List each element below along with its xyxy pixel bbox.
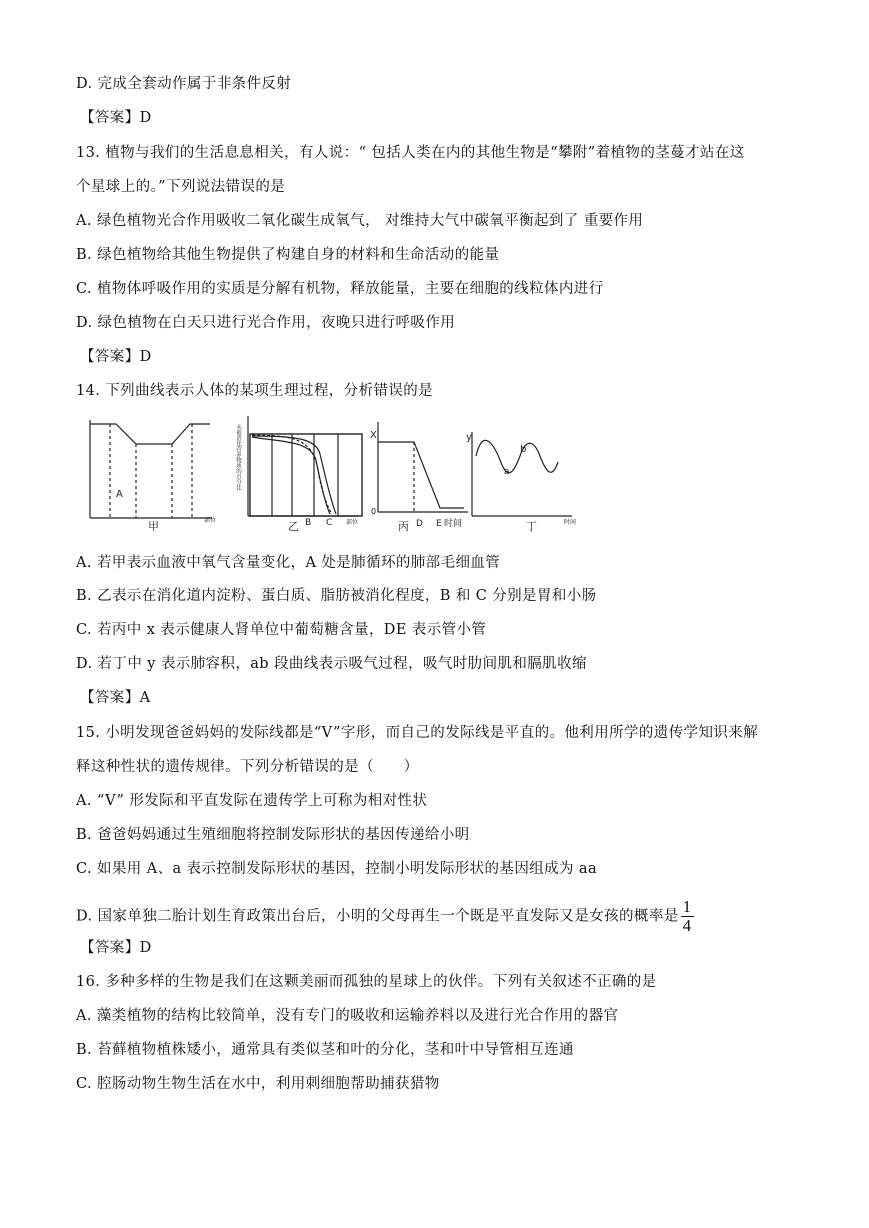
ding-label-a: a — [504, 467, 510, 477]
question-13-option-c: C. 植物体呼吸作用的实质是分解有机物，释放能量，主要在细胞的线粒体内进行 — [76, 281, 604, 297]
bing-caption: 丙 — [398, 520, 409, 533]
question-13-option-a: A. 绿色植物光合作用吸收二氧化碳生成氧气， 对维持大气中碳氧平衡起到了 重要作用 — [76, 213, 644, 229]
ding-label-b: b — [520, 444, 527, 455]
fraction-numerator: 1 — [682, 897, 692, 916]
answer-13: 【答案】D — [80, 349, 152, 365]
figure-yi — [248, 416, 362, 516]
question-14-stem: 14. 下列曲线表示人体的某项生理过程，分析错误的是 — [76, 383, 434, 399]
ding-y-label: y — [466, 432, 472, 443]
question-14-option-c: C. 若丙中 x 表示健康人肾单位中葡萄糖含量，DE 表示管小管 — [76, 622, 487, 638]
answer-15: 【答案】D — [80, 940, 152, 956]
line-option-d-12: D. 完成全套动作属于非条件反射 — [76, 76, 292, 92]
question-16-stem: 16. 多种多样的生物是我们在这颗美丽而孤独的星球上的伙伴。下列有关叙述不正确的是 — [76, 974, 657, 990]
question-14-option-a: A. 若甲表示血液中氧气含量变化，A 处是肺循环的肺部毛细血管 — [76, 555, 501, 571]
yi-caption: 乙 — [288, 520, 299, 533]
bing-origin: 0 — [371, 507, 377, 516]
question-15-option-d — [76, 898, 694, 935]
ding-xlabel: 时间 — [564, 519, 577, 526]
question-15-option-b: B. 爸爸妈妈通过生殖细胞将控制发际形状的基因传递给小明 — [76, 827, 470, 843]
answer-12: 【答案】D — [80, 110, 152, 126]
jia-caption: 甲 — [148, 520, 159, 533]
fraction-one-quarter — [681, 898, 694, 935]
bing-y-label: X — [370, 430, 377, 441]
fraction-denominator: 4 — [682, 916, 692, 935]
question-15-stem: 15. 小明发现爸爸妈妈的发际线都是“V”字形，而自己的发际线是平直的。他利用所学的遗传学知识来解 — [76, 725, 759, 741]
figure-jia — [90, 420, 212, 518]
question-16-option-a: A. 藻类植物的结构比较简单，没有专门的吸收和运输养料以及进行光合作用的器官 — [76, 1008, 619, 1024]
jia-region-a: A — [116, 489, 123, 500]
bing-label-e: E — [436, 519, 442, 529]
ding-caption: 丁 — [526, 520, 537, 533]
question-15-stem-cont: 释这种性状的遗传规律。下列分析错误的是（ ） — [76, 759, 419, 775]
question-16-option-b: B. 苔藓植物植株矮小，通常具有类似茎和叶的分化，茎和叶中导管相互连通 — [76, 1042, 574, 1058]
bing-label-d: D — [416, 519, 423, 529]
yi-label-b: B — [305, 518, 312, 528]
jia-xlabel: 部位 — [204, 517, 217, 524]
question-14-figures — [80, 410, 600, 538]
question-14-option-b: B. 乙表示在消化道内淀粉、蛋白质、脂肪被消化程度，B 和 C 分别是胃和小肠 — [76, 588, 597, 604]
question-13-option-d: D. 绿色植物在白天只进行光合作用，夜晚只进行呼吸作用 — [76, 315, 456, 331]
answer-14: 【答案】A — [80, 690, 151, 706]
question-14-option-d: D. 若丁中 y 表示肺容积，ab 段曲线表示吸气过程，吸气时肋间肌和膈肌收缩 — [76, 656, 587, 672]
bing-time: 时间 — [444, 519, 463, 529]
yi-ylabel: 未被消化营养物质的百分比 — [235, 424, 241, 490]
question-15-option-d-text: D. 国家单独二胎计划生育政策出台后，小明的父母再生一个既是平直发际又是女孩的概率是 — [76, 908, 679, 925]
question-16-option-c: C. 腔肠动物生物生活在水中，利用刺细胞帮助捕获猎物 — [76, 1076, 440, 1092]
question-15-option-a: A. “V” 形发际和平直发际在遗传学上可称为相对性状 — [76, 793, 428, 809]
question-13-stem: 13. 植物与我们的生活息息相关，有人说：“ 包括人类在内的其他生物是“攀附”着植物的茎蔓才站在这 — [76, 145, 745, 161]
question-13-option-b: B. 绿色植物给其他生物提供了构建自身的材料和生命活动的能量 — [76, 247, 500, 263]
question-13-stem-cont: 个星球上的。”下列说法错误的是 — [76, 179, 286, 195]
yi-label-c: C — [326, 518, 333, 528]
yi-xlabel: 部位 — [346, 519, 359, 526]
question-15-option-c: C. 如果用 A、a 表示控制发际形状的基因，控制小明发际形状的基因组成为 aa — [76, 861, 598, 877]
figure-bing — [378, 422, 468, 512]
